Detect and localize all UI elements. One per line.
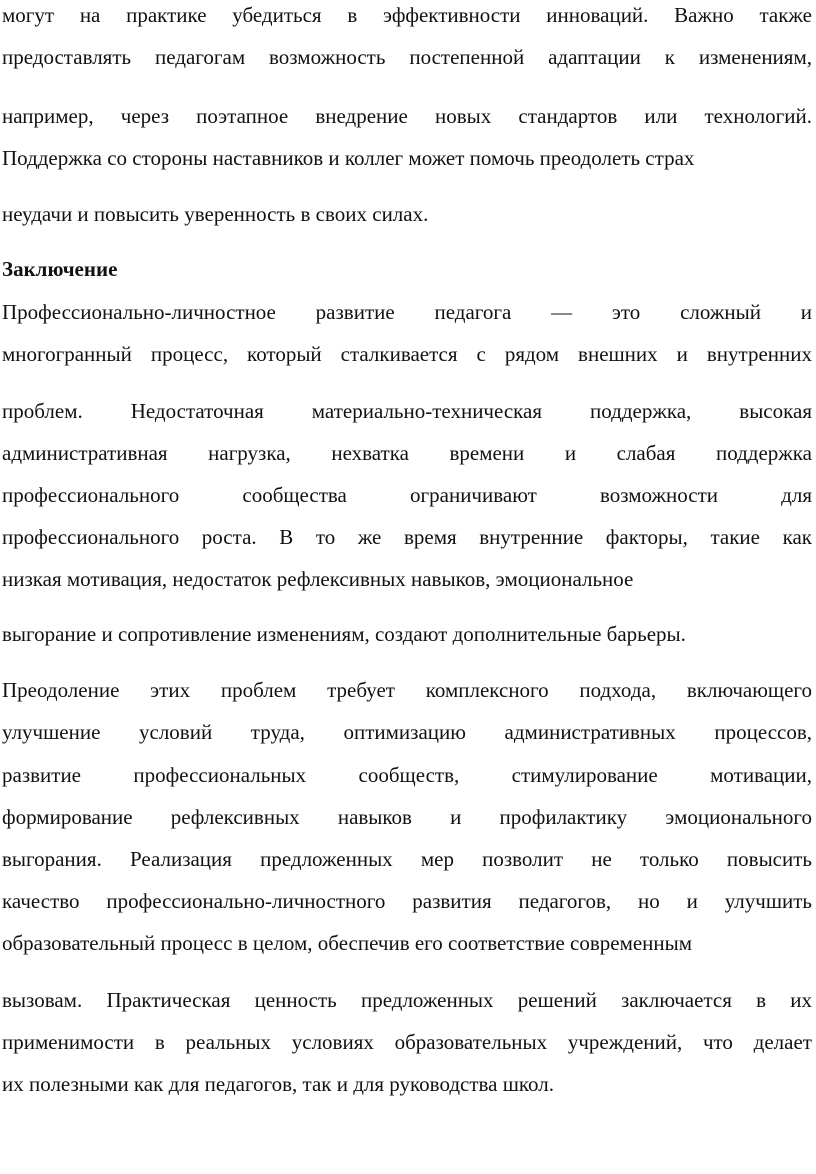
text-line: улучшение условий труда, оптимизацию административных процессов, bbox=[2, 720, 812, 744]
text-line: административная нагрузка, нехватка времени и слабая поддержка bbox=[2, 441, 812, 465]
text-line: образовательный процесс в целом, обеспечив его соответствие современным bbox=[2, 931, 693, 955]
text-line: вызовам. Практическая ценность предложенных решений заключается в их bbox=[2, 988, 812, 1012]
text-line: низкая мотивация, недостаток рефлексивных навыков, эмоциональное bbox=[2, 567, 634, 591]
text-line: профессионального сообщества ограничивают возможности для bbox=[2, 483, 812, 507]
text-line: например, через поэтапное внедрение новых стандартов или технологий. bbox=[2, 104, 812, 128]
text-line: развитие профессиональных сообществ, стимулирование мотивации, bbox=[2, 763, 812, 787]
text-line: выгорания. Реализация предложенных мер позволит не только повысить bbox=[2, 847, 812, 871]
text-line: проблем. Недостаточная материально-техническая поддержка, высокая bbox=[2, 399, 812, 423]
text-line: многогранный процесс, который сталкивается с рядом внешних и внутренних bbox=[2, 342, 812, 366]
text-line: неудачи и повысить уверенность в своих силах. bbox=[2, 202, 429, 226]
text-line: Преодоление этих проблем требует комплексного подхода, включающего bbox=[2, 678, 812, 702]
text-line: качество профессионально-личностного развития педагогов, но и улучшить bbox=[2, 889, 812, 913]
text-line: Поддержка со стороны наставников и коллег может помочь преодолеть страх bbox=[2, 146, 695, 170]
text-line: предоставлять педагогам возможность постепенной адаптации к изменениям, bbox=[2, 45, 812, 69]
section-heading: Заключение bbox=[2, 257, 118, 281]
text-line: формирование рефлексивных навыков и профилактику эмоционального bbox=[2, 805, 812, 829]
text-line: могут на практике убедиться в эффективности инноваций. Важно также bbox=[2, 3, 812, 27]
text-line: выгорание и сопротивление изменениям, создают дополнительные барьеры. bbox=[2, 622, 686, 646]
text-line: Профессионально-личностное развитие педагога — это сложный и bbox=[2, 300, 812, 324]
text-line: их полезными как для педагогов, так и для руководства школ. bbox=[2, 1072, 554, 1096]
text-line: профессионального роста. В то же время внутренние факторы, такие как bbox=[2, 525, 812, 549]
text-line: применимости в реальных условиях образовательных учреждений, что делает bbox=[2, 1030, 812, 1054]
